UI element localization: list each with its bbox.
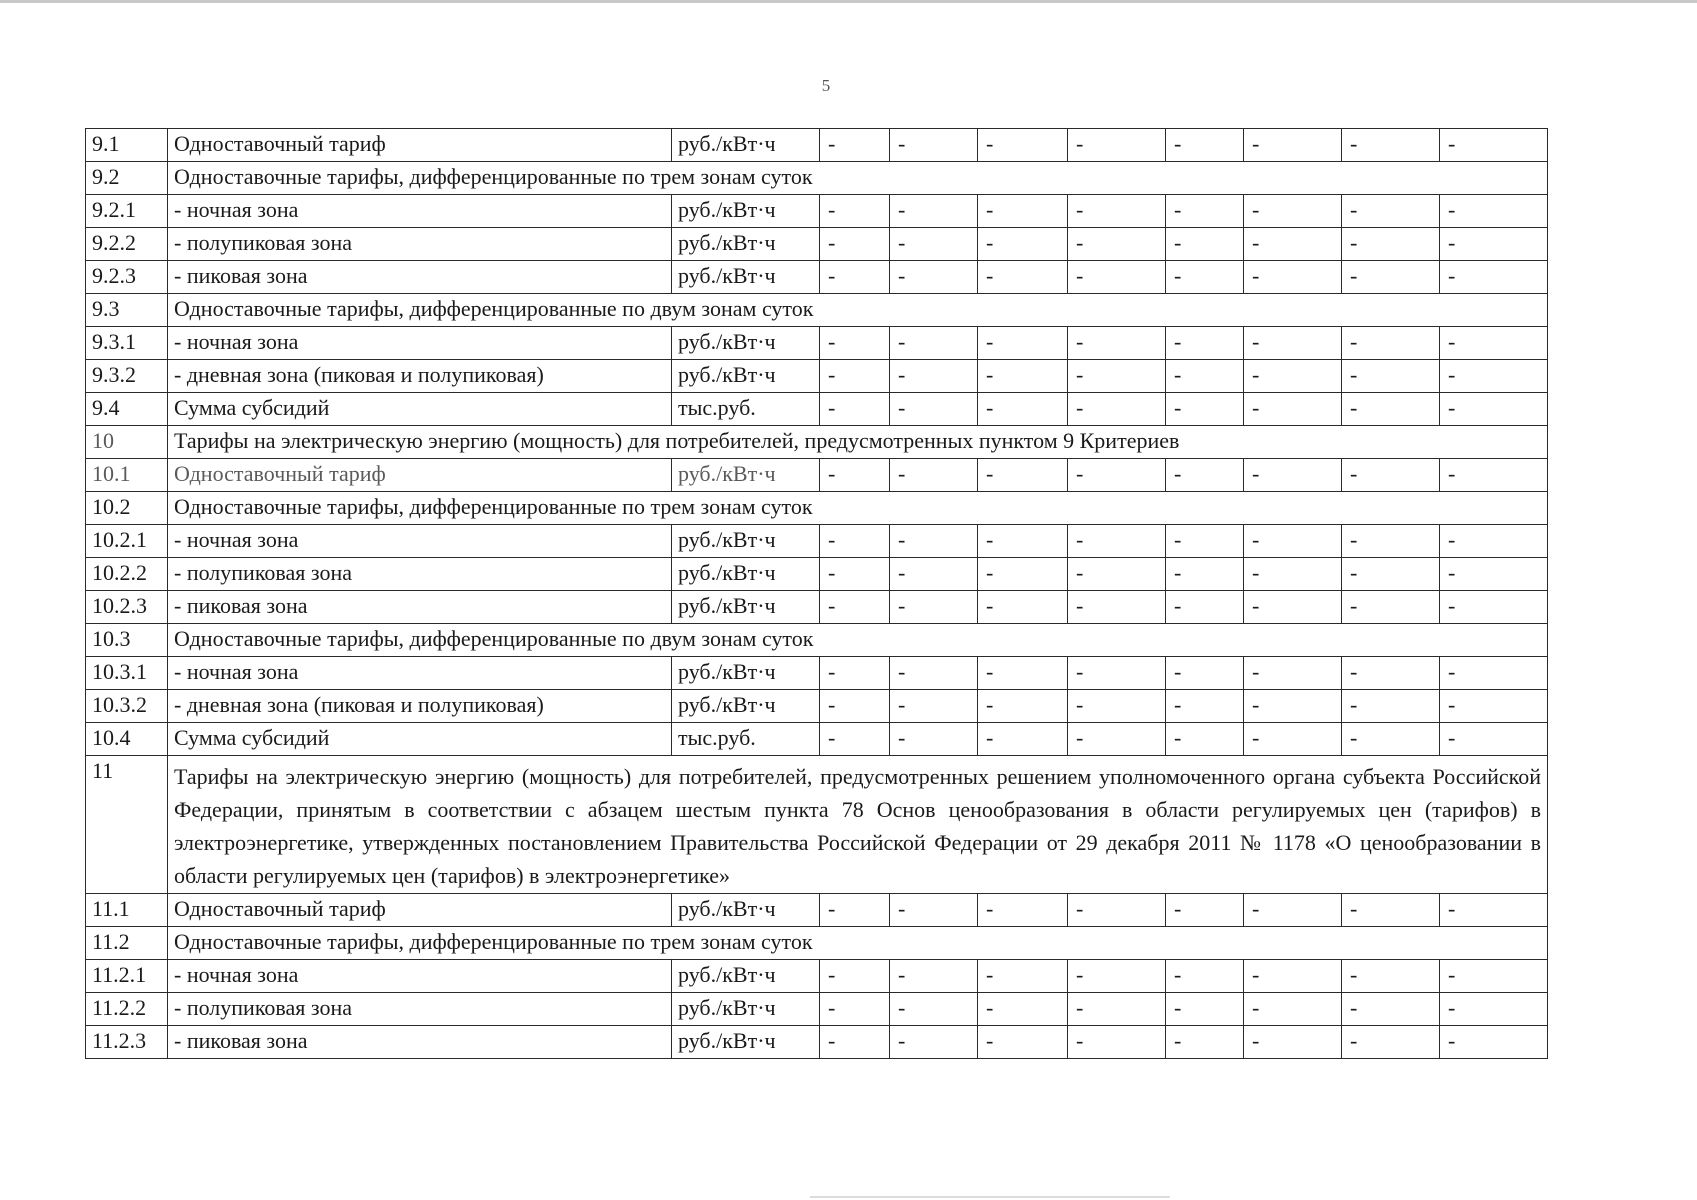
row-value: - xyxy=(1068,657,1166,690)
row-name: - пиковая зона xyxy=(168,591,672,624)
row-value: - xyxy=(978,393,1068,426)
row-value: - xyxy=(1244,558,1342,591)
row-name: - ночная зона xyxy=(168,525,672,558)
row-value: - xyxy=(1342,195,1440,228)
row-number: 9.1 xyxy=(86,129,168,162)
row-number: 9.2.3 xyxy=(86,261,168,294)
row-value: - xyxy=(1440,525,1548,558)
row-value: - xyxy=(1166,393,1244,426)
row-value: - xyxy=(890,327,978,360)
row-value: - xyxy=(1342,129,1440,162)
row-value: - xyxy=(1244,459,1342,492)
row-value: - xyxy=(1068,327,1166,360)
row-value: - xyxy=(820,261,890,294)
row-value: - xyxy=(890,1026,978,1059)
row-value: - xyxy=(890,591,978,624)
row-value: - xyxy=(1342,591,1440,624)
row-name: Тарифы на электрическую энергию (мощность) для потребителей, предусмотренных решением уполномоченного органа субъекта Российской Федерации, принятым в соответствии с абзацем шестым пункта 78 Основ ценообразования в области регулируемых цен (тарифов) в электроэнергетике, утвержденных постановлением Правительства Российской Федерации от 29 декабря 2011 № 1178 «О ценообразовании в области регулируемых цен (тарифов) в электроэнергетике» xyxy=(168,756,1548,894)
row-number: 10.3 xyxy=(86,624,168,657)
row-value: - xyxy=(820,459,890,492)
row-value: - xyxy=(1068,393,1166,426)
row-value: - xyxy=(890,393,978,426)
row-number: 11.1 xyxy=(86,894,168,927)
row-unit: тыс.руб. xyxy=(672,393,820,426)
row-value: - xyxy=(978,1026,1068,1059)
row-name: Одноставочный тариф xyxy=(168,894,672,927)
row-value: - xyxy=(1166,558,1244,591)
tariff-table xyxy=(85,128,1548,1059)
row-number: 10.2.3 xyxy=(86,591,168,624)
row-value: - xyxy=(820,327,890,360)
row-value: - xyxy=(978,690,1068,723)
row-value: - xyxy=(820,525,890,558)
row-unit: руб./кВт·ч xyxy=(672,459,820,492)
row-number: 10.2 xyxy=(86,492,168,525)
row-value: - xyxy=(978,129,1068,162)
row-value: - xyxy=(820,360,890,393)
table-row xyxy=(86,690,1548,723)
row-name: - ночная зона xyxy=(168,327,672,360)
row-unit: руб./кВт·ч xyxy=(672,558,820,591)
row-number: 9.2.1 xyxy=(86,195,168,228)
row-value: - xyxy=(1244,690,1342,723)
row-unit: руб./кВт·ч xyxy=(672,525,820,558)
row-value: - xyxy=(1342,1026,1440,1059)
row-unit: руб./кВт·ч xyxy=(672,993,820,1026)
row-name: Тарифы на электрическую энергию (мощность) для потребителей, предусмотренных пунктом 9 Критериев xyxy=(168,426,1548,459)
row-value: - xyxy=(1244,327,1342,360)
row-value: - xyxy=(1440,657,1548,690)
row-value: - xyxy=(1068,129,1166,162)
row-value: - xyxy=(890,558,978,591)
table-row xyxy=(86,261,1548,294)
row-unit: руб./кВт·ч xyxy=(672,327,820,360)
row-value: - xyxy=(1166,360,1244,393)
row-value: - xyxy=(890,261,978,294)
row-unit: руб./кВт·ч xyxy=(672,360,820,393)
row-value: - xyxy=(890,960,978,993)
row-name: - ночная зона xyxy=(168,960,672,993)
table-row xyxy=(86,1026,1548,1059)
row-number: 10.1 xyxy=(86,459,168,492)
row-value: - xyxy=(1166,657,1244,690)
table-section-row xyxy=(86,426,1548,459)
row-name: - ночная зона xyxy=(168,195,672,228)
row-value: - xyxy=(820,393,890,426)
row-value: - xyxy=(890,894,978,927)
row-value: - xyxy=(890,195,978,228)
table-section-row xyxy=(86,927,1548,960)
row-value: - xyxy=(1068,894,1166,927)
row-value: - xyxy=(1244,591,1342,624)
row-name: Одноставочные тарифы, дифференцированные по двум зонам суток xyxy=(168,624,1548,657)
row-unit: руб./кВт·ч xyxy=(672,195,820,228)
row-name: - полупиковая зона xyxy=(168,228,672,261)
row-value: - xyxy=(978,261,1068,294)
row-value: - xyxy=(820,690,890,723)
row-value: - xyxy=(978,327,1068,360)
table-row xyxy=(86,459,1548,492)
row-value: - xyxy=(1244,195,1342,228)
row-value: - xyxy=(1244,261,1342,294)
row-value: - xyxy=(890,129,978,162)
table-row xyxy=(86,393,1548,426)
row-value: - xyxy=(1440,360,1548,393)
row-value: - xyxy=(1342,327,1440,360)
row-value: - xyxy=(1068,1026,1166,1059)
row-number: 11.2.3 xyxy=(86,1026,168,1059)
row-name: Одноставочный тариф xyxy=(168,459,672,492)
row-value: - xyxy=(1244,723,1342,756)
row-value: - xyxy=(1244,657,1342,690)
row-value: - xyxy=(1342,459,1440,492)
row-value: - xyxy=(978,459,1068,492)
row-value: - xyxy=(978,960,1068,993)
table-row xyxy=(86,228,1548,261)
row-value: - xyxy=(1342,360,1440,393)
table-row xyxy=(86,360,1548,393)
row-value: - xyxy=(1068,228,1166,261)
row-name: Одноставочные тарифы, дифференцированные по трем зонам суток xyxy=(168,162,1548,195)
row-value: - xyxy=(1342,261,1440,294)
table-row xyxy=(86,525,1548,558)
row-value: - xyxy=(1244,960,1342,993)
row-number: 9.3 xyxy=(86,294,168,327)
row-unit: руб./кВт·ч xyxy=(672,960,820,993)
row-value: - xyxy=(1166,690,1244,723)
row-value: - xyxy=(1068,960,1166,993)
row-value: - xyxy=(1166,261,1244,294)
row-name: Одноставочные тарифы, дифференцированные по трем зонам суток xyxy=(168,492,1548,525)
table-row xyxy=(86,723,1548,756)
row-name: Одноставочные тарифы, дифференцированные по двум зонам суток xyxy=(168,294,1548,327)
row-number: 10.3.1 xyxy=(86,657,168,690)
row-name: - пиковая зона xyxy=(168,1026,672,1059)
row-value: - xyxy=(820,960,890,993)
row-number: 10.4 xyxy=(86,723,168,756)
row-value: - xyxy=(890,459,978,492)
row-number: 11.2.2 xyxy=(86,993,168,1026)
table-row xyxy=(86,591,1548,624)
row-value: - xyxy=(890,657,978,690)
table-row xyxy=(86,129,1548,162)
row-value: - xyxy=(1440,459,1548,492)
table-row xyxy=(86,657,1548,690)
row-name: Сумма субсидий xyxy=(168,393,672,426)
row-unit: руб./кВт·ч xyxy=(672,129,820,162)
row-number: 11.2.1 xyxy=(86,960,168,993)
row-value: - xyxy=(1440,261,1548,294)
row-value: - xyxy=(978,723,1068,756)
row-value: - xyxy=(820,195,890,228)
row-value: - xyxy=(1244,894,1342,927)
row-value: - xyxy=(890,525,978,558)
row-value: - xyxy=(978,558,1068,591)
row-value: - xyxy=(1166,129,1244,162)
row-value: - xyxy=(1068,993,1166,1026)
row-value: - xyxy=(978,894,1068,927)
row-name: - полупиковая зона xyxy=(168,558,672,591)
row-value: - xyxy=(978,993,1068,1026)
scan-top-edge xyxy=(0,0,1697,3)
row-value: - xyxy=(1440,129,1548,162)
row-unit: руб./кВт·ч xyxy=(672,228,820,261)
row-value: - xyxy=(1068,459,1166,492)
row-value: - xyxy=(820,558,890,591)
row-value: - xyxy=(1342,894,1440,927)
row-value: - xyxy=(1342,657,1440,690)
row-value: - xyxy=(820,993,890,1026)
row-value: - xyxy=(978,360,1068,393)
row-value: - xyxy=(1166,228,1244,261)
row-name: - дневная зона (пиковая и полупиковая) xyxy=(168,690,672,723)
row-value: - xyxy=(1244,360,1342,393)
row-value: - xyxy=(1166,525,1244,558)
row-value: - xyxy=(1342,690,1440,723)
row-value: - xyxy=(978,591,1068,624)
row-value: - xyxy=(820,129,890,162)
row-number: 9.2 xyxy=(86,162,168,195)
row-value: - xyxy=(1440,690,1548,723)
row-value: - xyxy=(1166,723,1244,756)
row-value: - xyxy=(1440,591,1548,624)
row-value: - xyxy=(1440,894,1548,927)
row-value: - xyxy=(1166,591,1244,624)
row-value: - xyxy=(1068,591,1166,624)
scan-bottom-mark xyxy=(810,1196,1170,1198)
row-value: - xyxy=(890,690,978,723)
row-value: - xyxy=(1068,525,1166,558)
row-value: - xyxy=(1342,960,1440,993)
row-value: - xyxy=(1440,195,1548,228)
row-value: - xyxy=(1440,558,1548,591)
row-number: 9.2.2 xyxy=(86,228,168,261)
row-unit: руб./кВт·ч xyxy=(672,894,820,927)
row-value: - xyxy=(1244,525,1342,558)
row-value: - xyxy=(1342,723,1440,756)
row-value: - xyxy=(1068,558,1166,591)
row-number: 10 xyxy=(86,426,168,459)
row-value: - xyxy=(1244,1026,1342,1059)
row-number: 11.2 xyxy=(86,927,168,960)
row-value: - xyxy=(1440,393,1548,426)
row-value: - xyxy=(1440,228,1548,261)
row-value: - xyxy=(1342,993,1440,1026)
table-section-row xyxy=(86,492,1548,525)
row-number: 10.3.2 xyxy=(86,690,168,723)
row-value: - xyxy=(1166,894,1244,927)
row-name: - пиковая зона xyxy=(168,261,672,294)
table-row xyxy=(86,960,1548,993)
row-name: - ночная зона xyxy=(168,657,672,690)
row-value: - xyxy=(1068,261,1166,294)
row-name: - полупиковая зона xyxy=(168,993,672,1026)
row-unit: руб./кВт·ч xyxy=(672,657,820,690)
row-value: - xyxy=(820,723,890,756)
row-name: - дневная зона (пиковая и полупиковая) xyxy=(168,360,672,393)
table-section-row xyxy=(86,294,1548,327)
row-value: - xyxy=(820,657,890,690)
row-value: - xyxy=(1068,195,1166,228)
row-value: - xyxy=(1342,393,1440,426)
table-section-row xyxy=(86,624,1548,657)
row-value: - xyxy=(890,228,978,261)
page-number: 5 xyxy=(821,76,831,95)
row-value: - xyxy=(820,228,890,261)
row-value: - xyxy=(1440,327,1548,360)
row-value: - xyxy=(1166,327,1244,360)
row-value: - xyxy=(978,195,1068,228)
row-unit: руб./кВт·ч xyxy=(672,1026,820,1059)
row-value: - xyxy=(1440,960,1548,993)
row-name: Сумма субсидий xyxy=(168,723,672,756)
row-value: - xyxy=(1342,228,1440,261)
row-value: - xyxy=(978,657,1068,690)
table-section-row xyxy=(86,756,1548,894)
row-value: - xyxy=(1068,360,1166,393)
row-unit: руб./кВт·ч xyxy=(672,261,820,294)
row-number: 9.4 xyxy=(86,393,168,426)
row-value: - xyxy=(978,228,1068,261)
row-value: - xyxy=(1244,393,1342,426)
row-unit: тыс.руб. xyxy=(672,723,820,756)
row-value: - xyxy=(890,360,978,393)
row-value: - xyxy=(1166,993,1244,1026)
row-number: 10.2.2 xyxy=(86,558,168,591)
tariff-table-body xyxy=(86,129,1548,1059)
row-value: - xyxy=(1244,129,1342,162)
row-name: Одноставочные тарифы, дифференцированные по трем зонам суток xyxy=(168,927,1548,960)
row-value: - xyxy=(1166,459,1244,492)
table-row xyxy=(86,993,1548,1026)
row-value: - xyxy=(1244,993,1342,1026)
row-value: - xyxy=(820,1026,890,1059)
row-number: 9.3.1 xyxy=(86,327,168,360)
row-number: 11 xyxy=(86,756,168,894)
row-value: - xyxy=(1440,1026,1548,1059)
row-value: - xyxy=(1342,525,1440,558)
row-value: - xyxy=(978,525,1068,558)
row-value: - xyxy=(890,993,978,1026)
row-name: Одноставочный тариф xyxy=(168,129,672,162)
table-row xyxy=(86,894,1548,927)
row-value: - xyxy=(820,591,890,624)
row-value: - xyxy=(1440,993,1548,1026)
row-number: 9.3.2 xyxy=(86,360,168,393)
table-section-row xyxy=(86,162,1548,195)
row-number: 10.2.1 xyxy=(86,525,168,558)
row-value: - xyxy=(1166,195,1244,228)
row-value: - xyxy=(1342,558,1440,591)
row-value: - xyxy=(890,723,978,756)
table-row xyxy=(86,558,1548,591)
row-value: - xyxy=(1068,723,1166,756)
table-row xyxy=(86,327,1548,360)
row-value: - xyxy=(1244,228,1342,261)
row-value: - xyxy=(1068,690,1166,723)
row-value: - xyxy=(820,894,890,927)
row-unit: руб./кВт·ч xyxy=(672,591,820,624)
row-value: - xyxy=(1166,1026,1244,1059)
row-value: - xyxy=(1440,723,1548,756)
row-value: - xyxy=(1166,960,1244,993)
table-row xyxy=(86,195,1548,228)
row-unit: руб./кВт·ч xyxy=(672,690,820,723)
